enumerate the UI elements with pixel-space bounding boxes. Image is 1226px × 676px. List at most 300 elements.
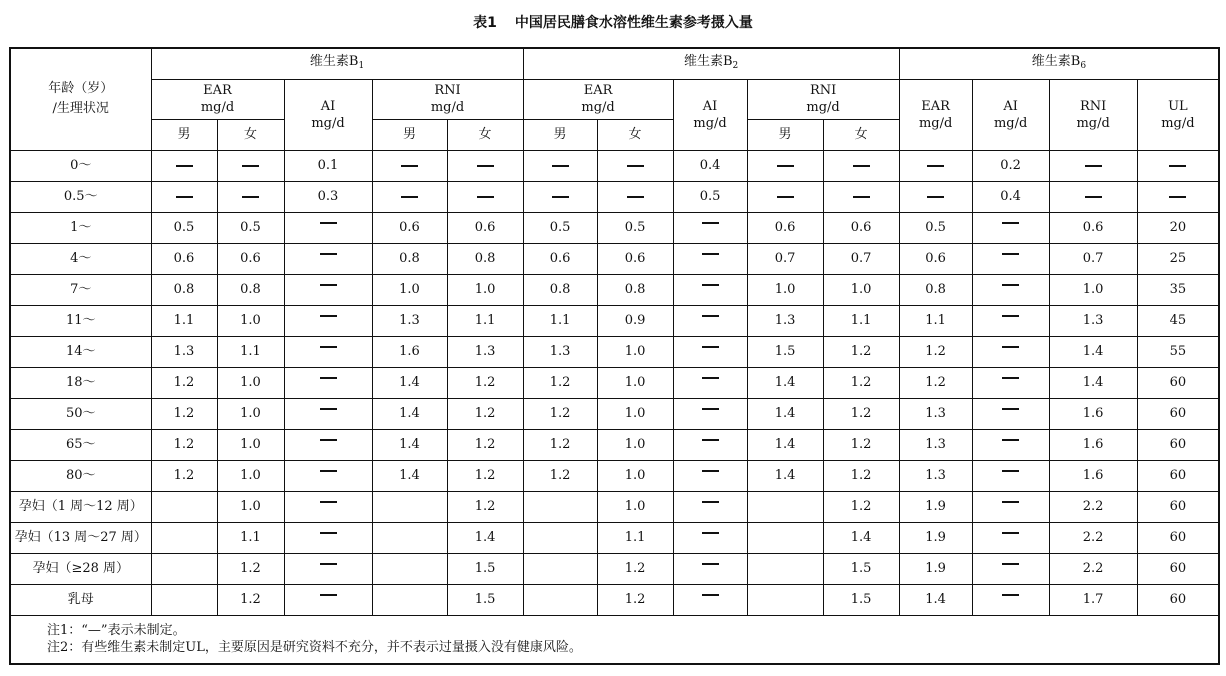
dash-mark <box>320 563 337 565</box>
table-row <box>10 212 1219 243</box>
value-cell: 45 <box>1137 305 1219 336</box>
value-cell: 1.0 <box>217 367 284 398</box>
dash-mark <box>320 501 337 503</box>
value-cell: 0.3 <box>284 181 372 212</box>
value-cell: 1.2 <box>597 584 673 615</box>
value-cell <box>523 181 597 212</box>
dash-mark <box>702 563 719 565</box>
value-cell: 60 <box>1137 491 1219 522</box>
table-row <box>10 181 1219 212</box>
value-cell: 1.2 <box>523 398 597 429</box>
value-cell <box>972 398 1049 429</box>
dash-mark <box>320 222 337 224</box>
age-cell: 孕妇（1 周～12 周） <box>10 491 151 522</box>
dash-mark <box>320 594 337 596</box>
value-cell: 1.0 <box>447 274 523 305</box>
value-cell <box>972 460 1049 491</box>
dash-mark <box>320 346 337 348</box>
value-cell: 1.0 <box>823 274 899 305</box>
value-cell <box>972 305 1049 336</box>
b2-ear-male: 男 <box>523 119 597 150</box>
value-cell <box>284 460 372 491</box>
value-cell: 1.0 <box>597 491 673 522</box>
value-cell: 0.6 <box>1049 212 1137 243</box>
dash-mark <box>1002 253 1019 255</box>
value-cell: 1.2 <box>823 336 899 367</box>
value-cell <box>372 181 447 212</box>
value-cell <box>673 243 747 274</box>
value-cell: 1.0 <box>1049 274 1137 305</box>
value-cell: 1.1 <box>823 305 899 336</box>
value-cell: 1.3 <box>899 398 972 429</box>
value-cell: 1.1 <box>523 305 597 336</box>
value-cell <box>447 150 523 181</box>
dash-mark <box>401 196 418 198</box>
table-row <box>10 491 1219 522</box>
value-cell: 1.2 <box>151 367 217 398</box>
dash-mark <box>702 253 719 255</box>
dash-mark <box>552 165 569 167</box>
value-cell <box>1049 181 1137 212</box>
value-cell: 1.4 <box>899 584 972 615</box>
value-cell: 1.2 <box>899 367 972 398</box>
age-header <box>10 48 151 150</box>
value-cell: 1.9 <box>899 491 972 522</box>
age-cell: 乳母 <box>10 584 151 615</box>
value-cell: 0.2 <box>972 150 1049 181</box>
value-cell <box>673 305 747 336</box>
value-cell: 25 <box>1137 243 1219 274</box>
dash-mark <box>1002 408 1019 410</box>
value-cell: 1.1 <box>151 305 217 336</box>
dash-mark <box>477 165 494 167</box>
dash-mark <box>320 253 337 255</box>
table-row <box>10 305 1219 336</box>
value-cell: 0.7 <box>1049 243 1137 274</box>
value-cell: 0.6 <box>217 243 284 274</box>
value-cell: 0.7 <box>823 243 899 274</box>
age-header-text: 年龄（岁） /生理状况 <box>48 81 114 117</box>
table-row <box>10 150 1219 181</box>
table-caption: 中国居民膳食水溶性维生素参考摄入量 <box>514 15 753 31</box>
value-cell <box>447 181 523 212</box>
value-cell <box>972 491 1049 522</box>
value-cell <box>284 522 372 553</box>
dash-mark <box>1085 165 1102 167</box>
table-row <box>10 243 1219 274</box>
value-cell: 1.3 <box>372 305 447 336</box>
dash-mark <box>1002 284 1019 286</box>
value-cell: 1.4 <box>747 460 823 491</box>
table-title <box>0 12 1226 32</box>
value-cell: 0.5 <box>151 212 217 243</box>
value-cell: 0.5 <box>673 181 747 212</box>
b6-ul-header: UL mg/d <box>1137 79 1219 150</box>
value-cell: 60 <box>1137 367 1219 398</box>
value-cell <box>151 584 217 615</box>
value-cell <box>597 150 673 181</box>
value-cell <box>673 367 747 398</box>
dash-mark <box>477 196 494 198</box>
value-cell: 20 <box>1137 212 1219 243</box>
value-cell <box>972 584 1049 615</box>
value-cell: 1.2 <box>523 460 597 491</box>
age-cell: 0.5～ <box>10 181 151 212</box>
value-cell <box>1049 150 1137 181</box>
value-cell: 1.2 <box>823 367 899 398</box>
value-cell: 1.2 <box>899 336 972 367</box>
value-cell: 1.2 <box>523 429 597 460</box>
b1-rni-female: 女 <box>447 119 523 150</box>
value-cell: 0.6 <box>747 212 823 243</box>
value-cell <box>747 181 823 212</box>
b1-rni-header: RNI mg/d <box>372 79 523 119</box>
value-cell <box>673 212 747 243</box>
notes-cell <box>10 615 1219 664</box>
value-cell <box>523 150 597 181</box>
value-cell: 1.0 <box>597 398 673 429</box>
value-cell <box>747 491 823 522</box>
value-cell <box>972 367 1049 398</box>
value-cell: 1.9 <box>899 553 972 584</box>
value-cell: 60 <box>1137 584 1219 615</box>
value-cell: 1.4 <box>747 367 823 398</box>
value-cell: 1.4 <box>1049 367 1137 398</box>
value-cell: 1.5 <box>447 553 523 584</box>
value-cell: 0.5 <box>523 212 597 243</box>
value-cell <box>284 274 372 305</box>
value-cell: 1.4 <box>372 429 447 460</box>
value-cell: 1.2 <box>823 398 899 429</box>
value-cell <box>151 522 217 553</box>
value-cell: 55 <box>1137 336 1219 367</box>
value-cell <box>372 491 447 522</box>
value-cell: 0.8 <box>372 243 447 274</box>
age-cell: 孕妇（≥28 周） <box>10 553 151 584</box>
value-cell: 2.2 <box>1049 491 1137 522</box>
dash-mark <box>176 196 193 198</box>
dash-mark <box>401 165 418 167</box>
dash-mark <box>702 532 719 534</box>
table-row <box>10 398 1219 429</box>
b1-rni-male: 男 <box>372 119 447 150</box>
value-cell: 1.4 <box>1049 336 1137 367</box>
value-cell: 0.8 <box>597 274 673 305</box>
value-cell: 1.0 <box>217 460 284 491</box>
age-cell: 4～ <box>10 243 151 274</box>
dash-mark <box>702 439 719 441</box>
value-cell <box>972 336 1049 367</box>
dash-mark <box>1002 532 1019 534</box>
dash-mark <box>702 594 719 596</box>
age-cell: 1～ <box>10 212 151 243</box>
value-cell: 1.4 <box>747 429 823 460</box>
value-cell <box>823 181 899 212</box>
value-cell <box>284 553 372 584</box>
table-row <box>10 553 1219 584</box>
value-cell <box>972 212 1049 243</box>
value-cell: 1.0 <box>747 274 823 305</box>
group-header-b1 <box>151 48 523 79</box>
dash-mark <box>702 315 719 317</box>
value-cell <box>284 367 372 398</box>
group-header-b2 <box>523 48 899 79</box>
value-cell: 1.2 <box>597 553 673 584</box>
age-cell: 0～ <box>10 150 151 181</box>
value-cell: 1.6 <box>1049 398 1137 429</box>
value-cell <box>673 491 747 522</box>
value-cell: 1.0 <box>597 367 673 398</box>
dash-mark <box>320 439 337 441</box>
value-cell <box>217 150 284 181</box>
dash-mark <box>927 196 944 198</box>
value-cell: 1.3 <box>1049 305 1137 336</box>
value-cell: 1.6 <box>1049 429 1137 460</box>
value-cell: 0.5 <box>597 212 673 243</box>
dash-mark <box>853 196 870 198</box>
value-cell <box>151 491 217 522</box>
value-cell: 1.5 <box>447 584 523 615</box>
note-2: 注2：有些维生素未制定UL，主要原因是研究资料不充分，并不表示过量摄入没有健康风险。 <box>47 640 582 656</box>
value-cell: 1.3 <box>899 429 972 460</box>
dash-mark <box>242 196 259 198</box>
value-cell: 1.2 <box>217 553 284 584</box>
value-cell: 1.2 <box>151 460 217 491</box>
value-cell <box>284 243 372 274</box>
value-cell: 1.2 <box>151 429 217 460</box>
value-cell: 1.0 <box>217 491 284 522</box>
value-cell: 1.4 <box>447 522 523 553</box>
value-cell: 1.5 <box>747 336 823 367</box>
value-cell: 1.2 <box>823 491 899 522</box>
value-cell: 0.8 <box>447 243 523 274</box>
b1-ear-header: EAR mg/d <box>151 79 284 119</box>
value-cell: 0.6 <box>899 243 972 274</box>
value-cell <box>899 150 972 181</box>
value-cell <box>1137 181 1219 212</box>
value-cell <box>972 274 1049 305</box>
b2-ear-female: 女 <box>597 119 673 150</box>
value-cell: 60 <box>1137 398 1219 429</box>
value-cell: 1.0 <box>217 398 284 429</box>
value-cell: 1.0 <box>217 429 284 460</box>
value-cell <box>673 522 747 553</box>
value-cell: 1.3 <box>899 460 972 491</box>
value-cell: 35 <box>1137 274 1219 305</box>
value-cell <box>284 584 372 615</box>
value-cell: 1.7 <box>1049 584 1137 615</box>
dash-mark <box>552 196 569 198</box>
value-cell <box>823 150 899 181</box>
value-cell <box>372 150 447 181</box>
value-cell: 0.5 <box>217 212 284 243</box>
value-cell <box>972 243 1049 274</box>
value-cell: 0.9 <box>597 305 673 336</box>
value-cell <box>284 336 372 367</box>
value-cell <box>372 584 447 615</box>
value-cell <box>673 336 747 367</box>
value-cell: 1.3 <box>747 305 823 336</box>
value-cell: 0.6 <box>151 243 217 274</box>
value-cell: 2.2 <box>1049 553 1137 584</box>
value-cell <box>673 584 747 615</box>
dash-mark <box>777 165 794 167</box>
value-cell: 1.5 <box>823 584 899 615</box>
value-cell: 0.8 <box>899 274 972 305</box>
b6-ai-header: AI mg/d <box>972 79 1049 150</box>
table-row <box>10 367 1219 398</box>
value-cell <box>284 305 372 336</box>
dash-mark <box>853 165 870 167</box>
age-cell: 50～ <box>10 398 151 429</box>
table-row <box>10 274 1219 305</box>
value-cell <box>284 491 372 522</box>
value-cell: 1.1 <box>899 305 972 336</box>
dash-mark <box>1002 501 1019 503</box>
age-cell: 11～ <box>10 305 151 336</box>
value-cell <box>523 584 597 615</box>
value-cell: 60 <box>1137 429 1219 460</box>
value-cell <box>372 522 447 553</box>
value-cell <box>523 553 597 584</box>
value-cell: 1.2 <box>447 460 523 491</box>
value-cell: 1.4 <box>372 460 447 491</box>
value-cell: 1.1 <box>447 305 523 336</box>
value-cell: 0.8 <box>217 274 284 305</box>
table-row <box>10 584 1219 615</box>
dash-mark <box>1002 470 1019 472</box>
value-cell: 1.2 <box>151 398 217 429</box>
dash-mark <box>702 222 719 224</box>
value-cell: 1.6 <box>372 336 447 367</box>
value-cell: 1.4 <box>372 367 447 398</box>
value-cell <box>747 553 823 584</box>
dash-mark <box>176 165 193 167</box>
value-cell <box>673 429 747 460</box>
value-cell <box>284 429 372 460</box>
dash-mark <box>702 470 719 472</box>
b2-ear-header: EAR mg/d <box>523 79 673 119</box>
value-cell <box>747 150 823 181</box>
dash-mark <box>1002 594 1019 596</box>
table-row <box>10 522 1219 553</box>
value-cell: 1.1 <box>597 522 673 553</box>
dash-mark <box>1002 377 1019 379</box>
value-cell: 0.7 <box>747 243 823 274</box>
dash-mark <box>627 196 644 198</box>
value-cell <box>747 584 823 615</box>
value-cell: 1.2 <box>447 367 523 398</box>
dash-mark <box>1169 196 1186 198</box>
b2-ai-header: AI mg/d <box>673 79 747 150</box>
dash-mark <box>702 501 719 503</box>
value-cell: 1.4 <box>372 398 447 429</box>
dash-mark <box>702 346 719 348</box>
value-cell: 1.0 <box>217 305 284 336</box>
value-cell <box>284 398 372 429</box>
vitamin-intake-table <box>9 47 1220 665</box>
value-cell <box>151 553 217 584</box>
value-cell <box>972 429 1049 460</box>
value-cell: 0.6 <box>597 243 673 274</box>
value-cell: 0.6 <box>823 212 899 243</box>
table-number: 表1 <box>473 15 497 31</box>
b1-ear-male: 男 <box>151 119 217 150</box>
b2-rni-female: 女 <box>823 119 899 150</box>
dash-mark <box>1169 165 1186 167</box>
value-cell: 1.2 <box>447 398 523 429</box>
note-1: 注1：“—”表示未制定。 <box>47 623 186 639</box>
value-cell <box>673 460 747 491</box>
dash-mark <box>1002 315 1019 317</box>
table-row <box>10 460 1219 491</box>
b6-ear-header: EAR mg/d <box>899 79 972 150</box>
value-cell: 0.4 <box>673 150 747 181</box>
value-cell <box>899 181 972 212</box>
value-cell: 2.2 <box>1049 522 1137 553</box>
value-cell: 1.2 <box>217 584 284 615</box>
table-row <box>10 429 1219 460</box>
dash-mark <box>702 408 719 410</box>
dash-mark <box>1085 196 1102 198</box>
value-cell: 1.9 <box>899 522 972 553</box>
dash-mark <box>702 284 719 286</box>
dash-mark <box>1002 222 1019 224</box>
value-cell: 1.0 <box>597 336 673 367</box>
group-b1-name: 维生素B <box>309 53 359 69</box>
value-cell <box>673 398 747 429</box>
dash-mark <box>320 470 337 472</box>
dash-mark <box>927 165 944 167</box>
value-cell <box>217 181 284 212</box>
dash-mark <box>627 165 644 167</box>
b1-ear-female: 女 <box>217 119 284 150</box>
dash-mark <box>777 196 794 198</box>
value-cell <box>523 491 597 522</box>
value-cell: 1.0 <box>597 429 673 460</box>
table-row <box>10 336 1219 367</box>
dash-mark <box>702 377 719 379</box>
group-b2-name: 维生素B <box>683 53 733 69</box>
age-cell: 7～ <box>10 274 151 305</box>
group-header-b6 <box>899 48 1219 79</box>
value-cell <box>1137 150 1219 181</box>
value-cell: 1.0 <box>372 274 447 305</box>
value-cell <box>673 553 747 584</box>
value-cell <box>597 181 673 212</box>
dash-mark <box>320 315 337 317</box>
dash-mark <box>1002 439 1019 441</box>
dash-mark <box>320 408 337 410</box>
value-cell <box>151 150 217 181</box>
b6-rni-header: RNI mg/d <box>1049 79 1137 150</box>
value-cell: 0.8 <box>523 274 597 305</box>
group-b6-sub: 6 <box>1080 60 1087 71</box>
value-cell: 1.1 <box>217 336 284 367</box>
dash-mark <box>242 165 259 167</box>
dash-mark <box>320 284 337 286</box>
value-cell: 1.4 <box>747 398 823 429</box>
age-cell: 14～ <box>10 336 151 367</box>
value-cell: 1.2 <box>523 367 597 398</box>
dash-mark <box>320 377 337 379</box>
value-cell <box>284 212 372 243</box>
value-cell: 1.3 <box>447 336 523 367</box>
dash-mark <box>320 532 337 534</box>
b2-rni-male: 男 <box>747 119 823 150</box>
value-cell: 0.4 <box>972 181 1049 212</box>
value-cell: 1.3 <box>151 336 217 367</box>
